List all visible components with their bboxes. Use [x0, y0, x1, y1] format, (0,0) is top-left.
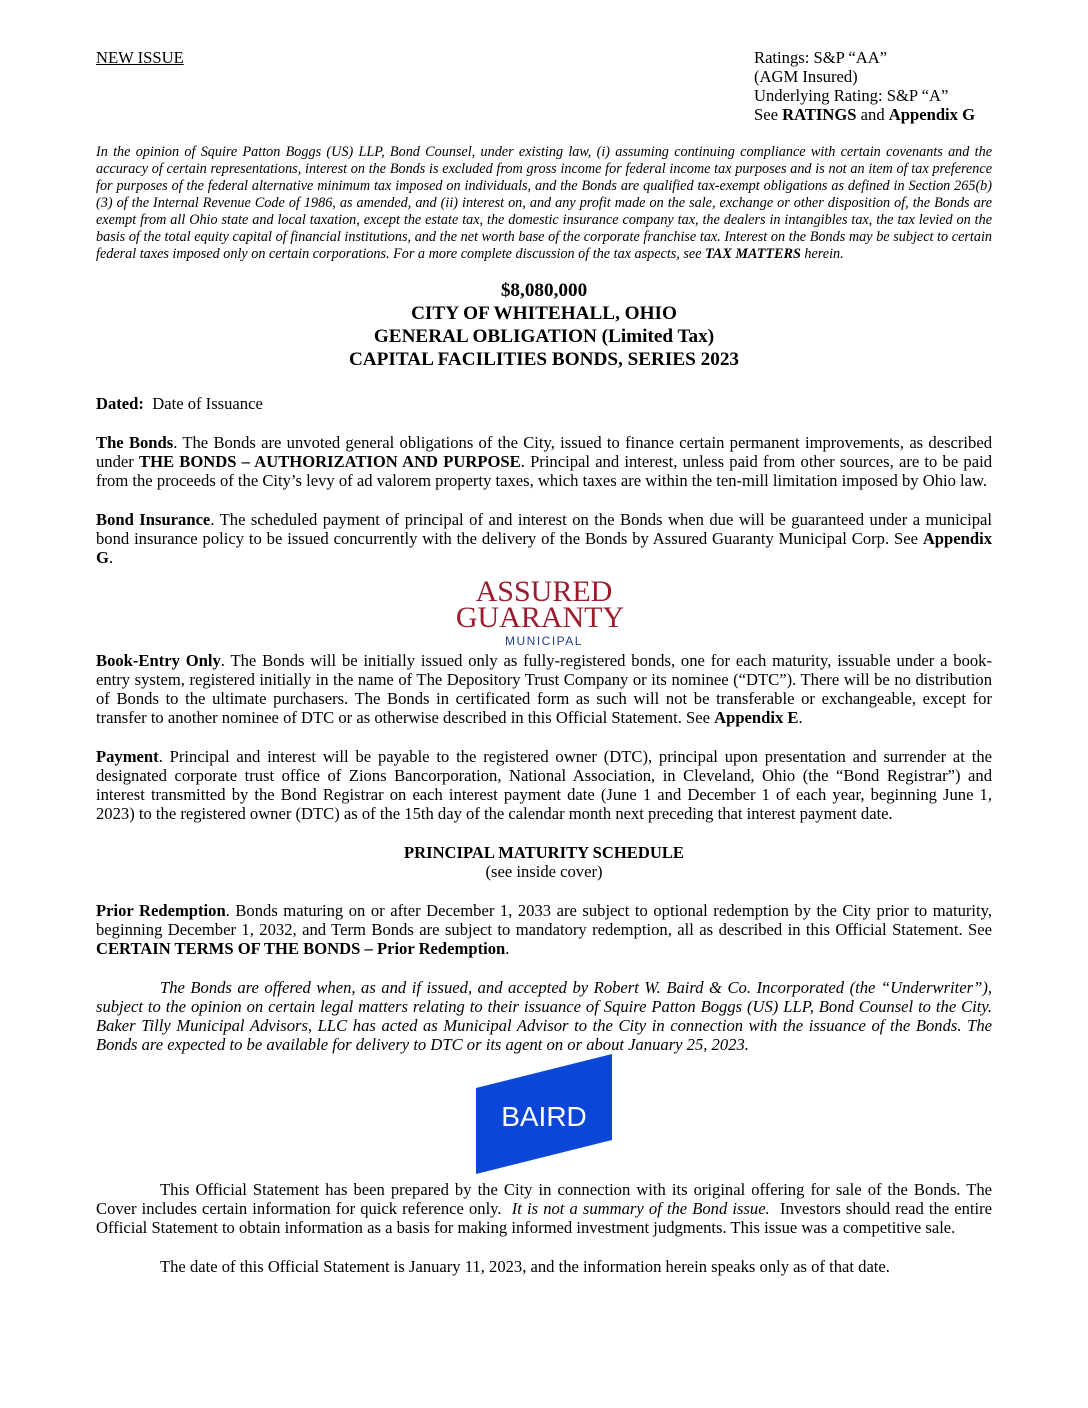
new-issue-label: NEW ISSUE: [96, 48, 184, 67]
ratings-block: [754, 48, 994, 124]
rating-line: Underlying Rating: S&P “A”: [754, 86, 949, 105]
rating-line: (AGM Insured): [754, 67, 858, 86]
redemption-paragraph: Prior Redemption. Bonds maturing on or after December 1, 2033 are subject to optional redemption by the City prior to maturity, beginning December 1, 2032, and Term Bonds are subject to mandatory redemption, all as described in this Official Statement. See CERTAIN TERMS OF THE BONDS – Prior Redemption.: [96, 901, 993, 958]
tax-opinion: In the opinion of Squire Patton Boggs (US) LLP, Bond Counsel, under existing law, (i) assuming continuing compliance with certain covenants and the accuracy of certain representations, interest on the Bonds is excluded from gross income for federal income tax purposes and is not an item of tax preference for purposes of the federal alternative minimum tax imposed on individuals, and the Bonds are qualified tax-exempt obligations as defined in Section 265(b)(3) of the Internal Revenue Code of 1986, as amended, and (ii) interest on, and any profit made on the sale, exchange or other disposition of, the Bonds are exempt from all Ohio state and local taxation, except the estate tax, the domestic insurance company tax, the dealers in intangibles tax, the tax levied on the basis of the total equity capital of financial institutions, and the net worth base of the corporate franchise tax. Interest on the Bonds may be subject to certain federal taxes imposed only on certain corporations. For a more complete discussion of the tax aspects, see TAX MATTERS herein.: [96, 144, 992, 262]
offering-paragraph: The Bonds are offered when, as and if issued, and accepted by Robert W. Baird & Co. Incorporated (the “Underwriter”), subject to the opinion on certain legal matters relating to their issuance of Squire Patton Boggs (US) LLP, Bond Counsel to the City. Baker Tilly Municipal Advisors, LLC has acted as Municipal Advisor to the City in connection with the issuance of the Bonds. The Bonds are expected to be available for delivery to DTC or its agent on or about January 25, 2023.: [96, 978, 992, 1054]
bond-title: [96, 279, 992, 371]
maturity-schedule-note: [96, 843, 992, 881]
rating-line: Ratings: S&P “AA”: [754, 48, 888, 67]
agm-logo-word: MUNICIPAL: [505, 634, 583, 648]
issuer-name: CITY OF WHITEHALL, OHIO: [411, 303, 677, 324]
rating-line: See RATINGS and Appendix G: [754, 105, 976, 124]
agm-logo-word: ASSURED: [475, 575, 613, 608]
title-line: GENERAL OBLIGATION (Limited Tax): [373, 326, 715, 347]
header: [96, 48, 992, 128]
document-page: [96, 48, 992, 1276]
date-paragraph: The date of this Official Statement is January 11, 2023, and the information herein speaks only as of that date.: [160, 1257, 890, 1276]
bonds-paragraph: The Bonds. The Bonds are unvoted general obligations of the City, issued to finance certain permanent improvements, as described under THE BONDS – AUTHORIZATION AND PURPOSE. Principal and interest, unless paid from other sources, are to be paid from the proceeds of the City’s levy of ad valorem property taxes, which taxes are within the ten-mill limitation imposed by Ohio law.: [96, 433, 993, 490]
bond-amount: $8,080,000: [500, 280, 588, 301]
baird-logo-text: BAIRD: [501, 1101, 587, 1132]
baird-logo: [476, 1054, 612, 1174]
schedule-subheading: (see inside cover): [485, 862, 603, 881]
schedule-heading: PRINCIPAL MATURITY SCHEDULE: [404, 843, 684, 862]
insurance-paragraph: Bond Insurance. The scheduled payment of principal of and interest on the Bonds when due will be guaranteed under a municipal bond insurance policy to be issued concurrently with the delivery of the Bonds by Assured Guaranty Municipal Corp. See Appendix G.: [96, 510, 993, 567]
title-line: CAPITAL FACILITIES BONDS, SERIES 2023: [348, 349, 740, 370]
book-entry-paragraph: Book-Entry Only. The Bonds will be initially issued only as fully-registered bonds, one for each maturity, issuable under a book-entry system, registered initially in the name of The Depository Trust Company or its nominee (“DTC”). There will be no distribution of Bonds to the ultimate purchasers. The Bonds in certificated form as such will not be transferable or exchangeable, except for transfer to another nominee of DTC or as otherwise described in this Official Statement. See Appendix E.: [96, 651, 993, 727]
payment-paragraph: Payment. Principal and interest will be payable to the registered owner (DTC), principal upon presentation and surrender at the designated corporate trust office of Zions Bancorporation, National Association, in Cleveland, Ohio (the “Bond Registrar”) and interest transmitted by the Bond Registrar on each interest payment date (June 1 and December 1 of each year, beginning June 1, 2023) to the registered owner (DTC) as of the 15th day of the calendar month next preceding that interest payment date.: [96, 747, 992, 823]
agm-logo-word: GUARANTY: [455, 601, 625, 634]
dated-line: Dated: Date of Issuance: [96, 394, 263, 413]
assured-guaranty-logo: [444, 575, 644, 651]
official-statement-paragraph: This Official Statement has been prepared by the City in connection with its original offering for sale of the Bonds. The Cover includes certain information for quick reference only. It is not a summary of the Bond issue. Investors should read the entire Official Statement to obtain information as a basis for making informed investment judgments. This issue was a competitive sale.: [96, 1180, 993, 1237]
